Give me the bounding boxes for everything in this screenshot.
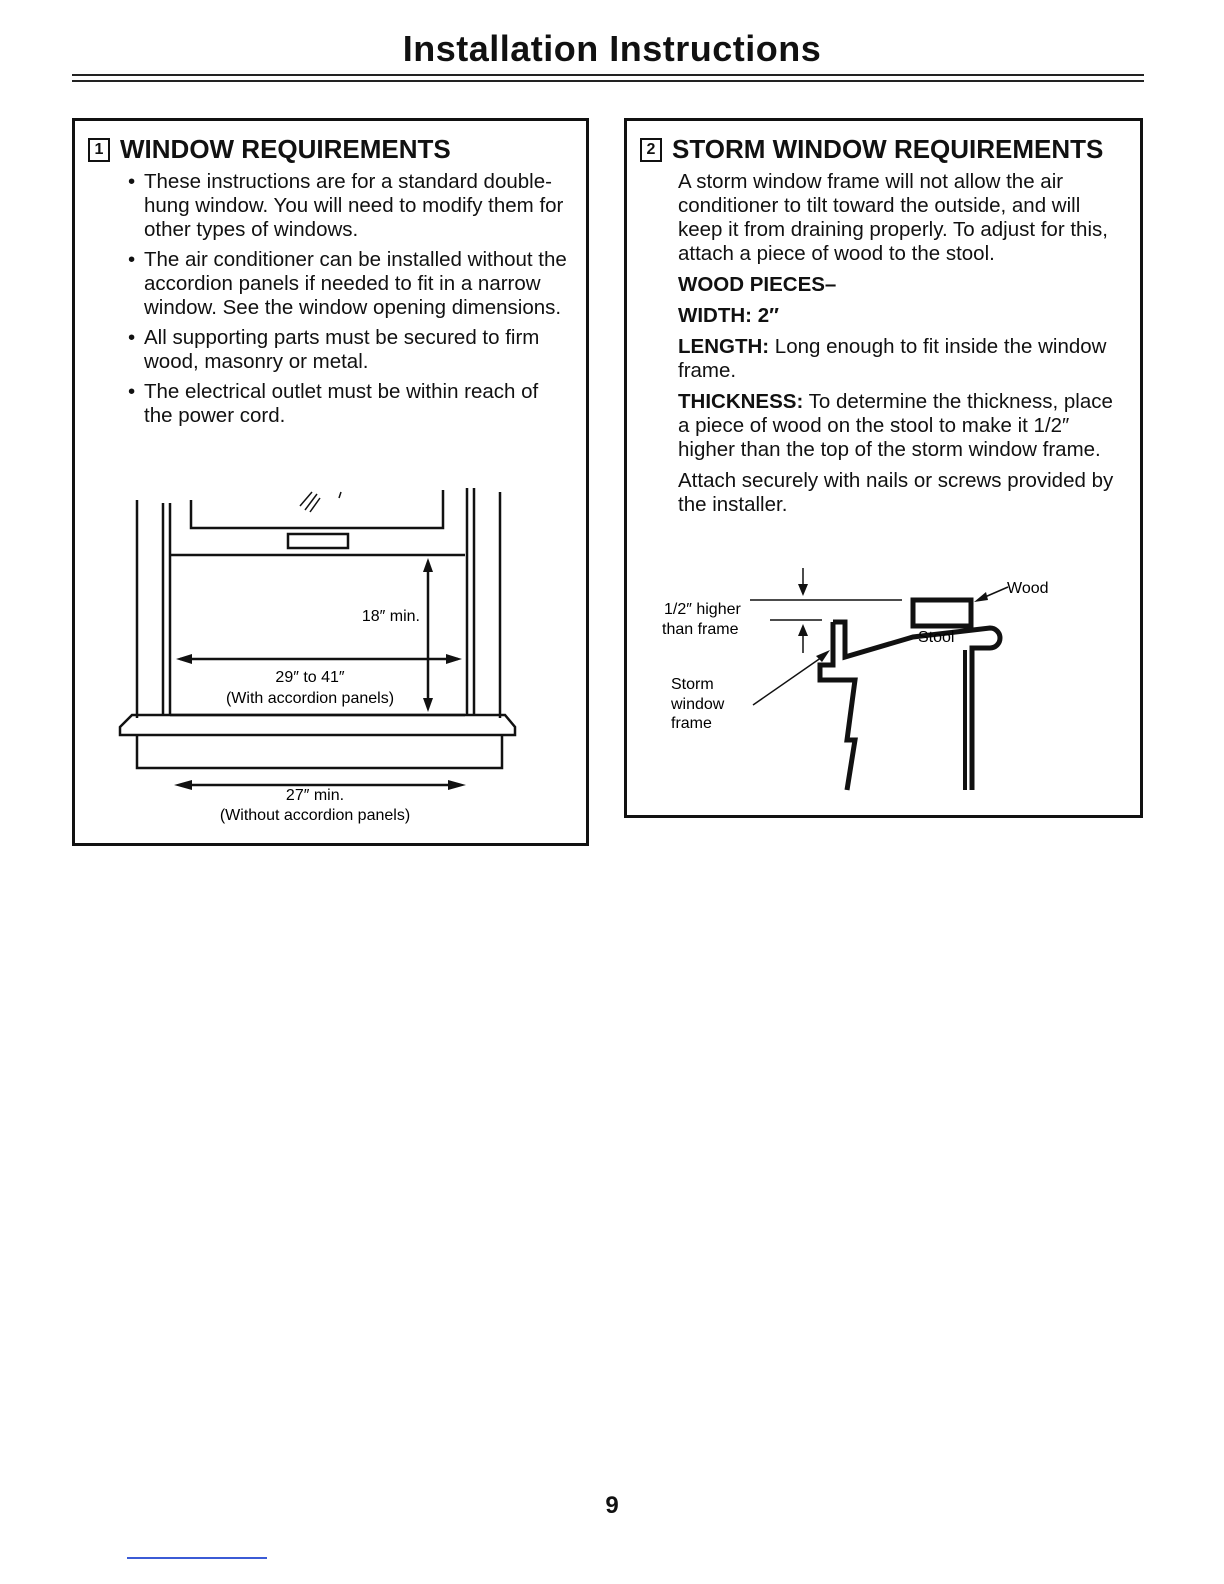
storm-label-3: frame [671, 715, 712, 732]
page-number: 9 [605, 1492, 619, 1519]
window-requirements-list [128, 170, 568, 434]
thickness-label: THICKNESS: [678, 390, 804, 413]
higher-label-1: 1/2″ higher [664, 601, 741, 618]
section-number: 2 [640, 138, 662, 162]
attach-text: Attach securely with nails or screws provided by the installer. [678, 469, 1114, 516]
stool-label: Stool [918, 629, 955, 646]
higher-label-2: than frame [662, 621, 739, 638]
storm-window-heading [640, 134, 1103, 165]
list-item: • The air conditioner can be installed without the accordion panels if needed to fit in a narrow window. See the window opening dimensions. [128, 248, 568, 320]
thickness-paragraph [678, 390, 1128, 462]
page-title: Installation Instructions [402, 28, 822, 69]
list-item: • All supporting parts must be secured to firm wood, masonry or metal. [128, 326, 568, 374]
window-requirements-heading [88, 134, 451, 165]
list-item: • The electrical outlet must be within reach of the power cord. [128, 380, 568, 428]
height-label: 18″ min. [361, 608, 420, 625]
width-label: WIDTH: 2″ [678, 304, 779, 327]
length-label: LENGTH: [678, 335, 770, 358]
width-label: 29″ to 41″ [275, 669, 345, 686]
window-dimensions-diagram [110, 470, 530, 830]
heading-text: STORM WINDOW REQUIREMENTS [672, 134, 1104, 164]
storm-label-2: window [671, 696, 725, 713]
thickness-text: To determine the thickness, place a piece of wood on the stool to make it 1/2″ higher than the top of the storm window frame. [678, 390, 1113, 461]
width-note: (With accordion panels) [225, 690, 395, 707]
wood-pieces-label: WOOD PIECES– [678, 273, 837, 296]
length-text: Long enough to fit inside the window frame. [678, 335, 1107, 382]
min-width-label: 27″ min. [285, 787, 345, 804]
storm-label-1: Storm [671, 676, 714, 693]
wood-label: Wood [1007, 580, 1049, 597]
storm-window-diagram [650, 560, 1070, 800]
title-rule [72, 74, 1144, 82]
section-number: 1 [88, 138, 110, 162]
footer-line [127, 1557, 267, 1559]
storm-window-body [678, 170, 1128, 524]
list-item: • These instructions are for a standard double-hung window. You will need to modify them for other types of windows. [128, 170, 568, 242]
length-paragraph [678, 335, 1128, 383]
min-width-note: (Without accordion panels) [219, 807, 411, 824]
heading-text: WINDOW REQUIREMENTS [120, 134, 451, 164]
intro-text: A storm window frame will not allow the air conditioner to tilt toward the outside, and will keep it from draining properly. To adjust for this, attach a piece of wood to the stool. [678, 170, 1108, 265]
